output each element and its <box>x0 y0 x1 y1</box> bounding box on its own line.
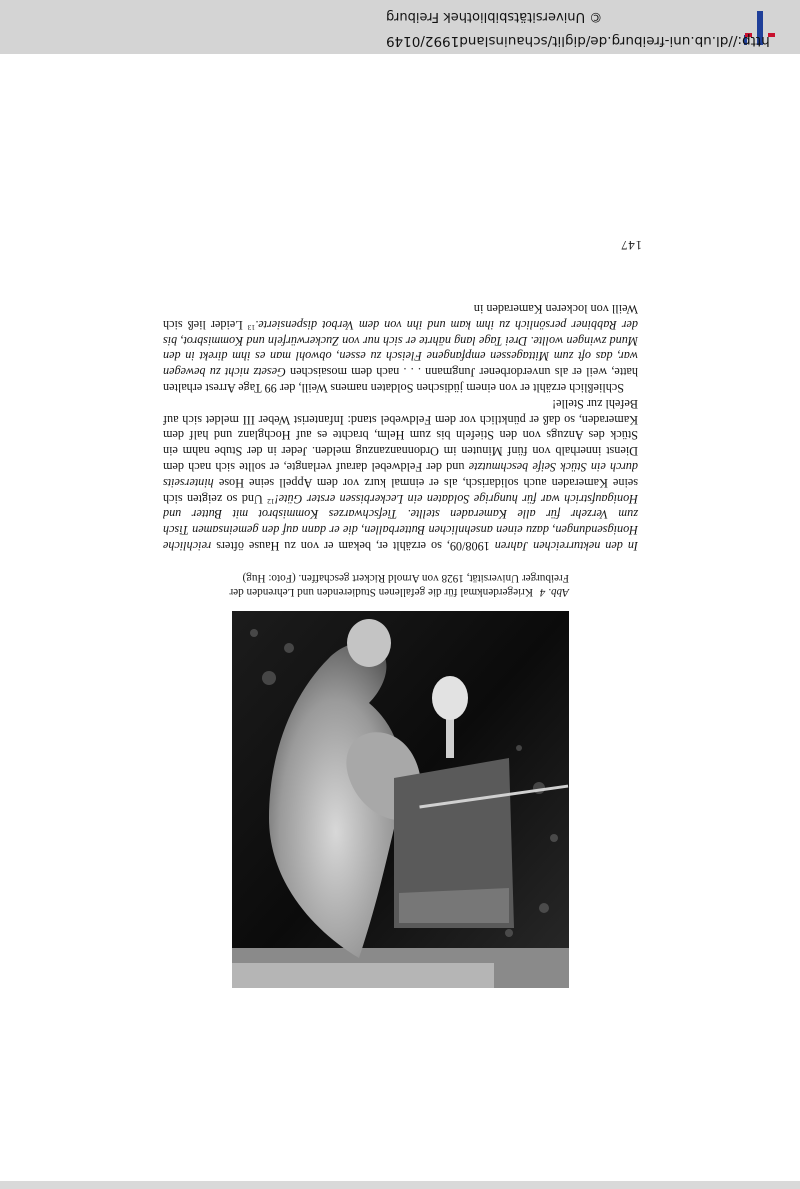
footer-bar <box>0 0 800 54</box>
p1-after-year: so erzählt er, bekam er von zu Hause öfters <box>216 539 442 553</box>
p1-italic-1: reichliche Honigsendungen, dazu einen ansehnlichen Butterballen, die er dann auf den gemeinsamen Tisch zum Verzehr für alle Kameraden stellte. Tiefschwarzes Kommisbrot mit Butter und Honigaufstrich war für hungrige Soldaten ein Leckerbissen erster Güte! <box>162 491 638 553</box>
page-number: 147 <box>620 238 642 252</box>
top-strip <box>0 1181 800 1189</box>
photo-war-memorial-sculpture-icon <box>232 611 569 988</box>
p1-italic-2: hinterseits durch ein Stück Seife beschmutzte <box>163 460 638 490</box>
footer-url-link[interactable]: http://dl.ub.uni-freiburg.de/diglit/schauinsland1992/0149 <box>386 33 770 49</box>
footnote-12: 12 <box>267 496 275 506</box>
p2-italic: Gesetz nicht zu bewegen war, das oft zum Mittagessen empfangene Fleisch zu essen, obwohl man es ihm direkt in den Mund zwingen wollte. Drei Tage lang nährte er sich nur von Zuckerwürfeln und Kommisbrot, bis der Rabbiner persönlich zu ihm kam und ihn von dem Verbot dispensierte. <box>162 317 638 380</box>
paragraph-1 <box>163 395 638 553</box>
p1-end: und der Feldwebel darauf verlangte, er sollte sich nach dem Dienst innerhalb von fünf Minuten im Ordonnanzanzug melden. Jeder in der Stube nahm ein Stück des Anzugs von den Stiefeln bis zum Helm, brachte es auf Hochglanz und half dem Kameraden, so daß er pünktlich vor dem Feldwebel stand: Infanterist Weber III meldet sich auf Befehl zur Stelle! <box>163 396 638 475</box>
p1-lead-italic: In den nekturreichen Jahren <box>494 539 638 553</box>
p2-start: Schließlich erzählt er von einem jüdischen Soldaten namens Weill, der 99 Tage Arrest erhalten hatte, weil er als unverdorbener Jungmann . . . nach dem mosaischen <box>163 365 638 396</box>
caption-label: Abb. 4 <box>539 586 569 598</box>
p1-rest: Und so zeigten sich seine Kameraden auch solidarisch, als er einmal kurz vor dem Appell seine Hose <box>163 475 638 506</box>
p1-year: 1908/09, <box>446 539 490 553</box>
footnote-13: 13 <box>247 322 256 332</box>
p2-end: Leider ließ sich Weill von lockeren Kameraden in <box>163 302 638 332</box>
caption-text: Kriegerdenkmal für die gefallenen Studierenden und Lehrenden der Freiburger Universität, 1928 von Arnold Rickert geschaffen. (Foto: Hug) <box>229 572 569 598</box>
paragraph-2 <box>163 300 638 395</box>
body-text <box>163 300 638 553</box>
memorial-photo <box>232 611 569 988</box>
footer-copyright: © Universitätsbibliothek Freiburg <box>386 9 603 24</box>
figure-caption <box>229 571 569 599</box>
